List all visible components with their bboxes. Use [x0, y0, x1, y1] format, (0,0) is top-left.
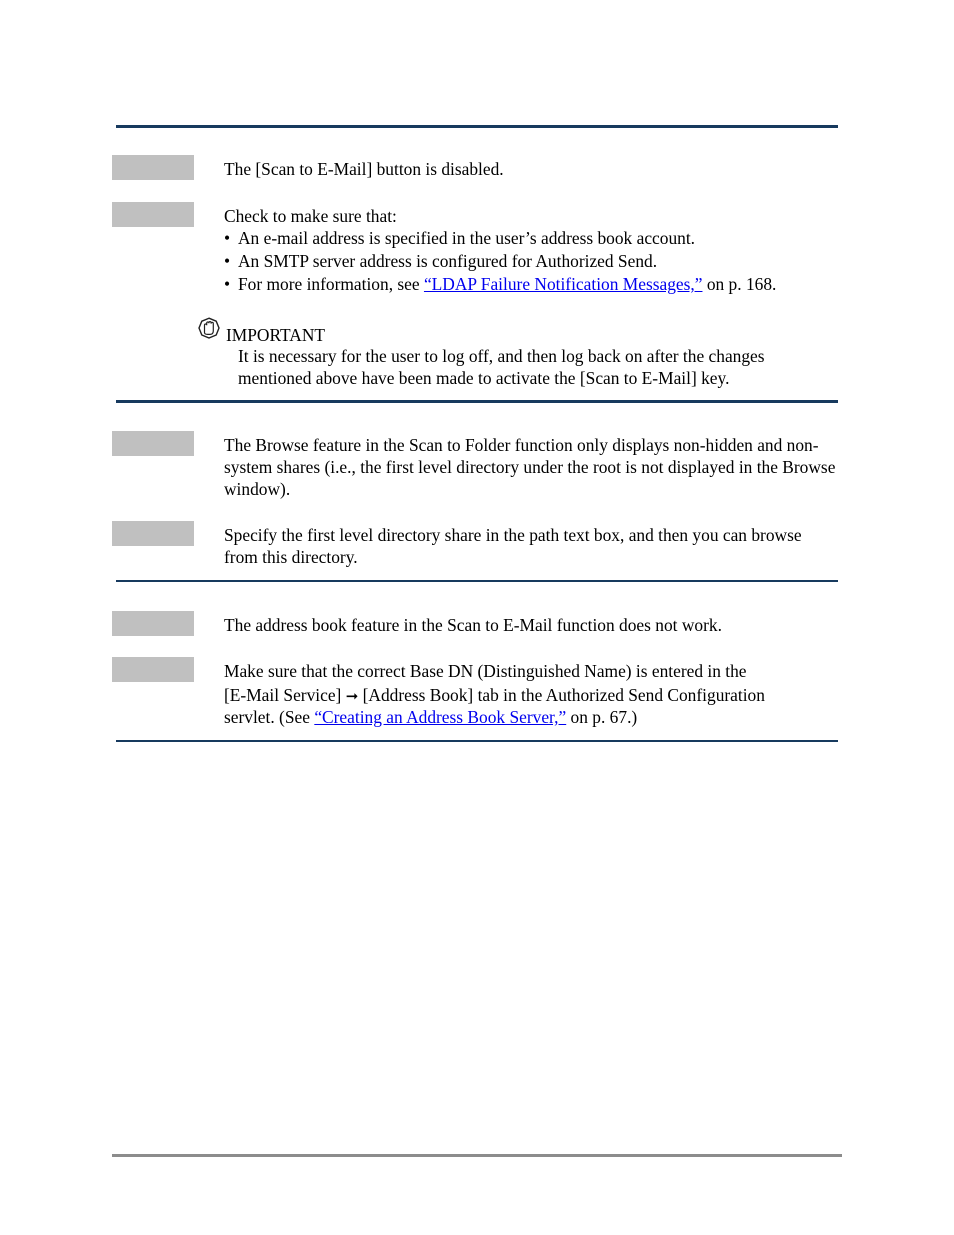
bullet-text-suffix: on p. 168.	[702, 274, 777, 294]
stop-hand-icon	[198, 317, 220, 341]
bullet-item	[224, 250, 836, 273]
footer-rule	[112, 1154, 842, 1157]
section-divider-top	[116, 125, 838, 128]
problem-tag	[112, 155, 194, 180]
section-divider	[116, 580, 838, 582]
bullet-glyph: •	[224, 274, 231, 294]
important-label: IMPORTANT	[226, 325, 326, 345]
problem-tag	[112, 611, 194, 636]
important-text-line: It is necessary for the user to log off, and then log back on after the changes	[238, 346, 765, 366]
solution-tag	[112, 521, 194, 546]
solution-intro: Check to make sure that:	[224, 206, 397, 226]
see-prefix: servlet. (See	[224, 707, 315, 727]
bullet-item	[224, 227, 836, 250]
problem-text: The Browse feature in the Scan to Folder function only displays non-hidden and non-system shares (i.e., the first level directory under the root is not displayed in the Browse window).	[224, 435, 836, 499]
solution-tag	[112, 202, 194, 227]
page-ref-suffix: on p. 67.)	[566, 707, 638, 727]
important-body	[238, 345, 828, 389]
bullet-glyph: •	[224, 228, 231, 248]
ldap-failure-notification-link[interactable]: “LDAP Failure Notification Messages,”	[423, 274, 703, 294]
section-divider	[116, 400, 838, 403]
important-text-line: mentioned above have been made to activate the [Scan to E-Mail] key.	[238, 368, 730, 388]
problem-text: The address book feature in the Scan to E-Mail function does not work.	[224, 615, 722, 635]
solution-text: Specify the first level directory share in the path text box, and then you can browse from this directory.	[224, 525, 802, 567]
address-book-tab-ref: [Address Book] tab in the Authorized Send Configuration	[358, 685, 765, 705]
solution-text-line	[224, 706, 836, 728]
email-service-tab-ref: [E-Mail Service]	[224, 685, 346, 705]
creating-address-book-server-link[interactable]: “Creating an Address Book Server,”	[314, 707, 567, 727]
bullet-glyph: •	[224, 251, 231, 271]
arrow-right-icon: ➞	[345, 687, 359, 705]
bullet-text: An SMTP server address is configured for Authorized Send.	[238, 251, 658, 271]
solution-tag	[112, 657, 194, 682]
section-divider-bottom	[116, 740, 838, 742]
problem-text: The [Scan to E-Mail] button is disabled.	[224, 159, 504, 179]
bullet-text: An e-mail address is specified in the user’s address book account.	[238, 228, 696, 248]
bullet-item	[224, 273, 836, 296]
solution-text-line	[224, 684, 836, 707]
solution-bullet-list	[224, 227, 836, 296]
solution-text-line: Make sure that the correct Base DN (Distinguished Name) is entered in the	[224, 661, 747, 681]
problem-tag	[112, 431, 194, 456]
bullet-text-prefix: For more information, see	[238, 274, 424, 294]
